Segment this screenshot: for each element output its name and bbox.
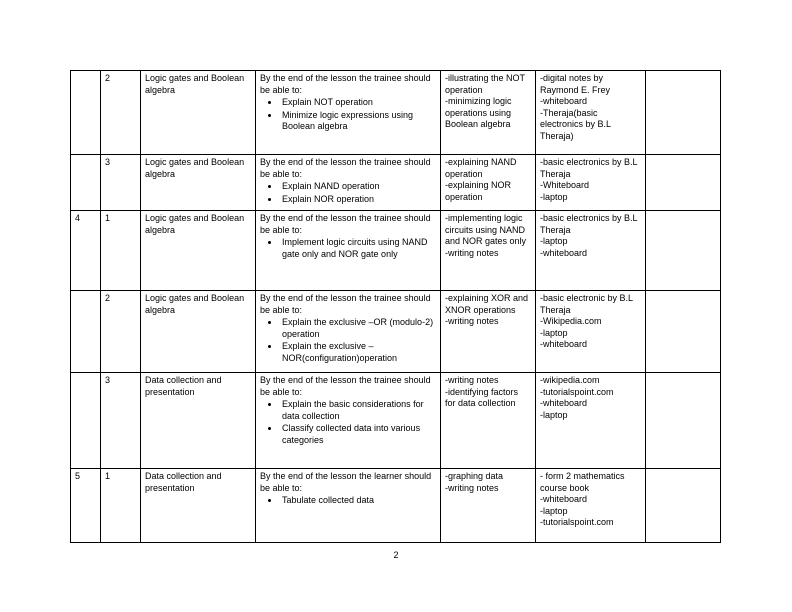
activities-cell: [441, 373, 536, 469]
topic-cell: Data collection and presentation: [141, 469, 256, 543]
objective-item: • Tabulate collected data: [280, 495, 436, 507]
topic-cell: Logic gates and Boolean algebra: [141, 155, 256, 211]
activity-line: -writing notes: [445, 375, 499, 385]
objectives-list: [260, 495, 436, 507]
activity-line: -writing notes: [445, 316, 499, 327]
resource-line: -wikipedia.com: [540, 375, 600, 385]
resources-cell: [536, 71, 646, 155]
activity-line: -explaining XOR and XNOR operations: [445, 293, 529, 315]
objectives-cell: [256, 71, 441, 155]
objectives-cell: [256, 291, 441, 373]
week-cell: [71, 291, 101, 373]
resource-line: -tutorialspoint.com: [540, 386, 614, 397]
resource-line: -laptop: [540, 327, 568, 338]
resource-line: -laptop: [540, 505, 568, 516]
objectives-intro: By the end of the lesson the learner should be able to:: [260, 471, 432, 493]
activity-line: -writing notes: [445, 247, 499, 258]
objective-item: • Explain the basic considerations for data collection: [280, 399, 436, 422]
objective-item: • Explain NAND operation: [280, 181, 436, 193]
objectives-intro: By the end of the lesson the trainee should be able to:: [260, 157, 431, 179]
objective-item: • Explain the exclusive –OR (modulo-2) operation: [280, 317, 436, 340]
objective-item: • Explain NOR operation: [280, 194, 436, 206]
objectives-intro: By the end of the lesson the trainee should be able to:: [260, 375, 431, 397]
resources-cell: [536, 291, 646, 373]
topic-cell: Data collection and presentation: [141, 373, 256, 469]
remarks-cell: [646, 71, 721, 155]
table-row: [71, 373, 721, 469]
resources-cell: [536, 155, 646, 211]
activity-line: -implementing logic circuits using NAND and NOR gates only: [445, 213, 527, 247]
objectives-cell: [256, 155, 441, 211]
resource-line: -whiteboard: [540, 339, 588, 350]
table-row: [71, 469, 721, 543]
activity-line: -minimizing logic operations using Boolean algebra: [445, 96, 512, 130]
resource-line: -basic electronic by B.L Theraja: [540, 293, 633, 315]
remarks-cell: [646, 469, 721, 543]
activity-line: -graphing data: [445, 471, 504, 481]
table-row: [71, 155, 721, 211]
activities-cell: [441, 211, 536, 291]
resource-line: -laptop: [540, 409, 568, 420]
resource-line: -basic electronics by B.L Theraja: [540, 213, 638, 235]
week-cell: 5: [71, 469, 101, 543]
lesson-cell: 3: [101, 373, 141, 469]
objectives-cell: [256, 373, 441, 469]
resource-line: -Whiteboard: [540, 180, 590, 191]
resource-line: -whiteboard: [540, 398, 588, 409]
resources-cell: [536, 211, 646, 291]
activity-line: -illustrating the NOT operation: [445, 73, 525, 95]
activities-cell: [441, 155, 536, 211]
resource-line: -whiteboard: [540, 494, 588, 505]
objectives-intro: By the end of the lesson the trainee should be able to:: [260, 213, 431, 235]
objectives-cell: [256, 469, 441, 543]
week-cell: 4: [71, 211, 101, 291]
objectives-intro: By the end of the lesson the trainee should be able to:: [260, 73, 431, 95]
objective-item: • Explain NOT operation: [280, 97, 436, 109]
remarks-cell: [646, 373, 721, 469]
objectives-cell: [256, 211, 441, 291]
resource-line: - form 2 mathematics course book: [540, 471, 625, 493]
objective-item: • Minimize logic expressions using Boolean algebra: [280, 110, 436, 133]
resource-line: -basic electronics by B.L Theraja: [540, 157, 638, 179]
page-number: 2: [393, 550, 399, 560]
objective-item: • Implement logic circuits using NAND gate only and NOR gate only: [280, 237, 436, 260]
activities-cell: [441, 291, 536, 373]
resource-line: -tutorialspoint.com: [540, 517, 614, 528]
objectives-list: [260, 237, 436, 260]
activities-cell: [441, 71, 536, 155]
resource-line: -Wikipedia.com: [540, 316, 602, 327]
remarks-cell: [646, 211, 721, 291]
resources-cell: [536, 373, 646, 469]
lesson-cell: 3: [101, 155, 141, 211]
week-cell: [71, 155, 101, 211]
topic-cell: Logic gates and Boolean algebra: [141, 291, 256, 373]
table-row: [71, 291, 721, 373]
resource-line: -digital notes by Raymond E. Frey: [540, 73, 611, 95]
remarks-cell: [646, 291, 721, 373]
activity-line: -identifying factors for data collection: [445, 386, 519, 409]
resource-line: -whiteboard: [540, 247, 588, 258]
scheme-of-work-table: [70, 70, 721, 543]
remarks-cell: [646, 155, 721, 211]
week-cell: [71, 373, 101, 469]
resource-line: -Theraja(basic electronics by B.L Theraja): [540, 107, 611, 141]
table-row: [71, 71, 721, 155]
activities-cell: [441, 469, 536, 543]
objectives-list: [260, 317, 436, 364]
topic-cell: Logic gates and Boolean algebra: [141, 211, 256, 291]
activity-line: -writing notes: [445, 482, 499, 493]
resource-line: -whiteboard: [540, 96, 588, 107]
activity-line: -explaining NAND operation: [445, 157, 517, 179]
objective-item: • Explain the exclusive – NOR(configuration)operation: [280, 341, 436, 364]
week-cell: [71, 71, 101, 155]
lesson-cell: 1: [101, 211, 141, 291]
resource-line: -laptop: [540, 191, 568, 202]
activity-line: -explaining NOR operation: [445, 180, 512, 202]
objectives-list: [260, 399, 436, 446]
table-row: [71, 211, 721, 291]
resources-cell: [536, 469, 646, 543]
lesson-cell: 2: [101, 291, 141, 373]
objectives-list: [260, 97, 436, 133]
lesson-cell: 1: [101, 469, 141, 543]
resource-line: -laptop: [540, 236, 568, 247]
objective-item: • Classify collected data into various categories: [280, 423, 436, 446]
objectives-intro: By the end of the lesson the trainee should be able to:: [260, 293, 431, 315]
table-body: [71, 71, 721, 543]
lesson-cell: 2: [101, 71, 141, 155]
objectives-list: [260, 181, 436, 205]
topic-cell: Logic gates and Boolean algebra: [141, 71, 256, 155]
